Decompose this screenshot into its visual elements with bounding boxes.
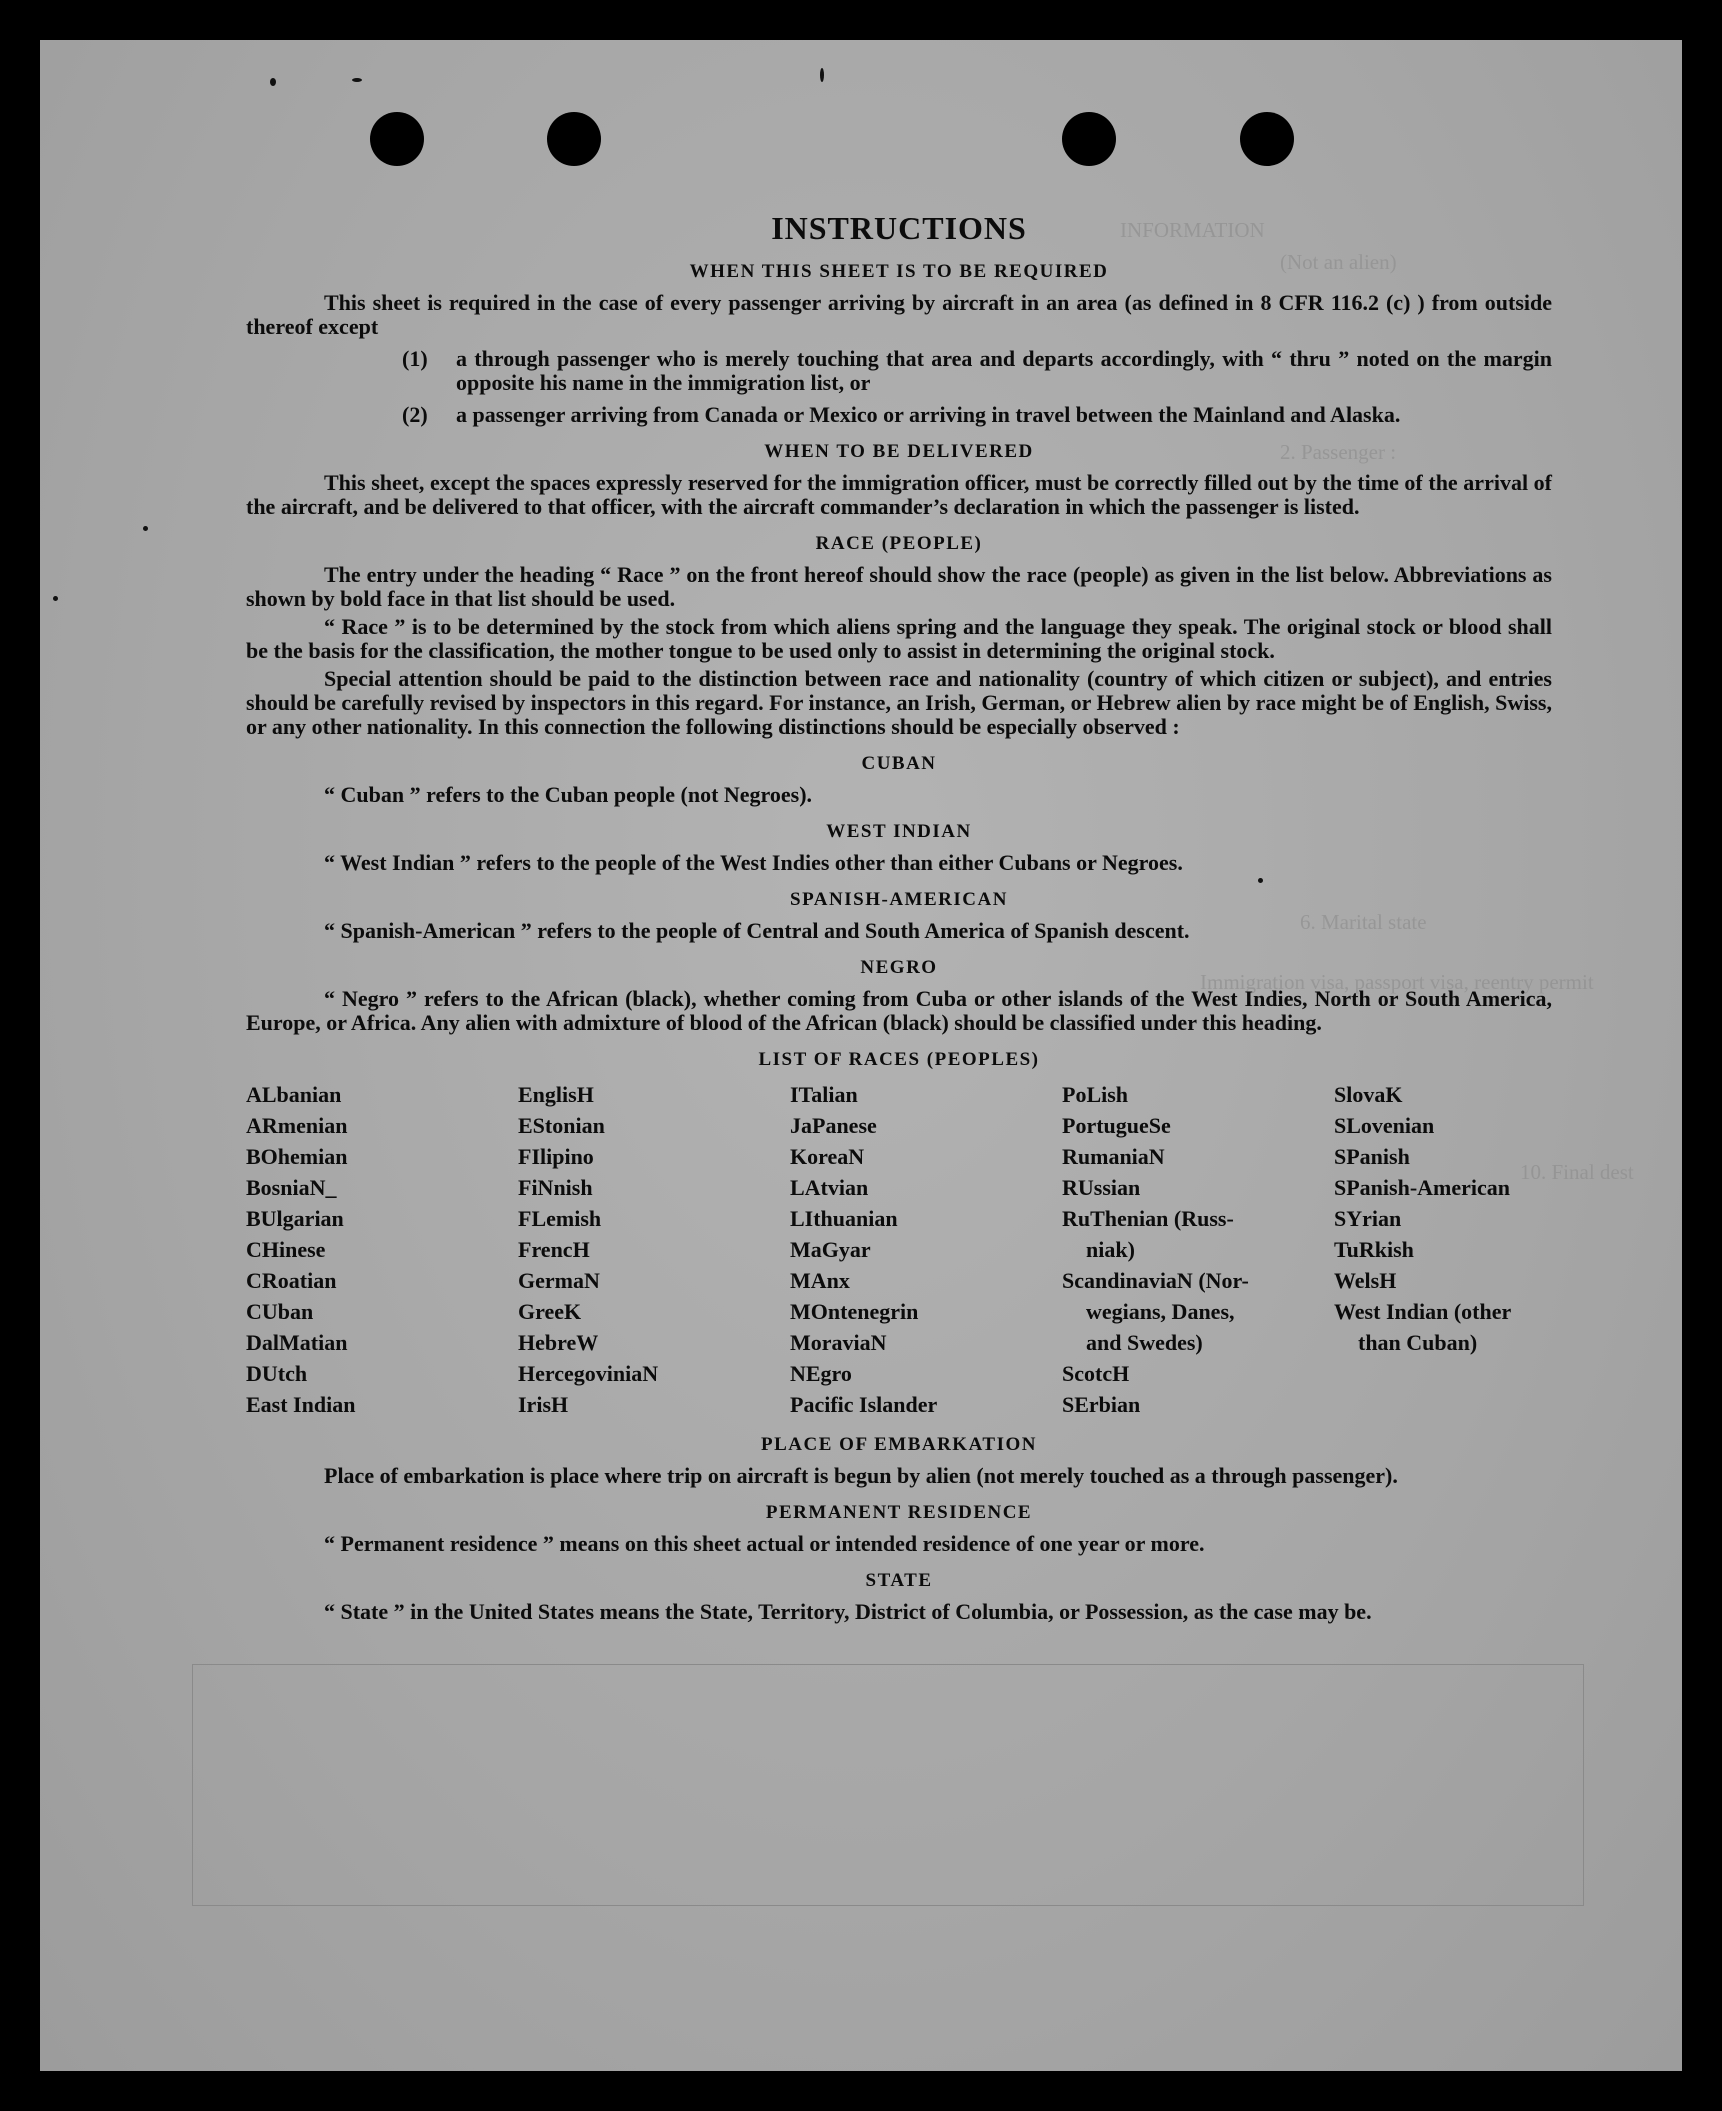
exception-item-1 (402, 347, 1552, 395)
race-entry: RumaniaN (1062, 1144, 1165, 1169)
punch-hole-2 (547, 112, 601, 166)
section-heading-state: STATE (865, 1570, 933, 1591)
punch-hole-4 (1240, 112, 1294, 166)
race-entry: Pacific Islander (790, 1392, 938, 1417)
section-heading-residence: PERMANENT RESIDENCE (765, 1502, 1033, 1523)
race-entry: ARmenian (246, 1113, 348, 1138)
race-column (790, 1079, 1062, 1420)
race-entry: SPanish-American (1334, 1175, 1510, 1200)
race-entry: MOntenegrin (790, 1299, 919, 1324)
bleed-through-text: (Not an alien) (1280, 250, 1397, 274)
race-entry: SYrian (1334, 1206, 1402, 1231)
section-heading-when-required: WHEN THIS SHEET IS TO BE REQUIRED (689, 261, 1109, 282)
race-entry: ScandinaviaN (Nor- (1062, 1268, 1249, 1293)
race-entry: SPanish (1334, 1144, 1410, 1169)
section-heading-cuban: CUBAN (861, 753, 937, 774)
race-entry: PoLish (1062, 1082, 1129, 1107)
race-entry: NEgro (790, 1361, 852, 1386)
race-column (246, 1079, 518, 1420)
race-entry: BUlgarian (246, 1206, 344, 1231)
race-entry: LIthuanian (790, 1206, 898, 1231)
race-entry: FiNnish (518, 1175, 593, 1200)
race-column (1334, 1079, 1552, 1420)
race-entry: TuRkish (1334, 1237, 1414, 1262)
instructions-content (246, 210, 1552, 1624)
ink-speck (820, 68, 824, 82)
exception-number: (1) (402, 346, 428, 371)
bleed-through-text: INFORMATION (1120, 218, 1265, 242)
section-heading-embarkation: PLACE OF EMBARKATION (761, 1434, 1037, 1455)
race-entry: East Indian (246, 1392, 356, 1417)
race-entry: EnglisH (518, 1082, 594, 1107)
race-entry: GreeK (518, 1299, 582, 1324)
race-entry: MoraviaN (790, 1330, 887, 1355)
race-entry: wegians, Danes, (1086, 1299, 1235, 1324)
bleed-through-text: Immigration visa, passport visa, reentry permit (1200, 970, 1594, 994)
race-entry: DalMatian (246, 1330, 348, 1355)
race-column (518, 1079, 790, 1420)
bleed-through-text: 2. Passenger : (1280, 440, 1397, 464)
race-entry: MAnx (790, 1268, 850, 1293)
bleed-through-text: 6. Marital state (1300, 910, 1427, 934)
race-entry: West Indian (other (1334, 1299, 1512, 1324)
faint-form-box (192, 1664, 1584, 1906)
race-entry: BOhemian (246, 1144, 348, 1169)
race-entry: PortugueSe (1062, 1113, 1171, 1138)
exception-item-2 (402, 403, 1552, 427)
race-entry: CUban (246, 1299, 314, 1324)
race-paragraph-1: The entry under the heading “ Race ” on the front hereof should show the race (people) as given in the list below. Abbreviations as shown by bold face in that list should be used. (246, 562, 1552, 611)
race-entry: CRoatian (246, 1268, 337, 1293)
race-entry: FIlipino (518, 1144, 594, 1169)
negro-text: “ Negro ” refers to the African (black), whether coming from Cuba or other islands of the West Indies, North or South America, Europe, or Africa. Any alien with admixture of blood of the African (black) should be classified under this heading. (246, 986, 1552, 1035)
exception-text: a through passenger who is merely touching that area and departs accordingly, with “ thru ” noted on the margin opposite his name in the immigration list, or (456, 346, 1552, 395)
race-column (1062, 1079, 1334, 1420)
race-entry: CHinese (246, 1237, 326, 1262)
race-entry: ITalian (790, 1082, 858, 1107)
page-title: INSTRUCTIONS (771, 210, 1027, 246)
race-entry: than Cuban) (1358, 1330, 1478, 1355)
race-entry: HercegoviniaN (518, 1361, 659, 1386)
race-entry: DUtch (246, 1361, 308, 1386)
race-entry: SErbian (1062, 1392, 1141, 1417)
section-heading-race: RACE (PEOPLE) (815, 533, 983, 554)
race-entry: FrencH (518, 1237, 590, 1262)
residence-text: “ Permanent residence ” means on this sheet actual or intended residence of one year or more. (324, 1531, 1205, 1556)
race-entry: JaPanese (790, 1113, 877, 1138)
embarkation-text: Place of embarkation is place where trip on aircraft is begun by alien (not merely touched as a through passenger). (324, 1463, 1398, 1488)
exception-text: a passenger arriving from Canada or Mexico or arriving in travel between the Mainland and Alaska. (456, 402, 1401, 427)
when-delivered-text: This sheet, except the spaces expressly reserved for the immigration officer, must be correctly filled out by the time of the arrival of the aircraft, and be delivered to that officer, with the aircraft commander’s declaration in which the passenger is listed. (246, 470, 1552, 519)
spanish-american-text: “ Spanish-American ” refers to the people of Central and South America of Spanish descent. (324, 918, 1190, 943)
ink-speck (143, 526, 148, 531)
race-entry: LAtvian (790, 1175, 869, 1200)
when-required-intro: This sheet is required in the case of every passenger arriving by aircraft in an area (as defined in 8 CFR 116.2 (c) ) from outside thereof except (246, 290, 1552, 339)
race-entry: MaGyar (790, 1237, 871, 1262)
ink-speck (270, 78, 276, 86)
race-entry: SlovaK (1334, 1082, 1403, 1107)
race-entry: WelsH (1334, 1268, 1397, 1293)
race-entry: RuThenian (Russ- (1062, 1206, 1234, 1231)
bleed-through-text: 10. Final dest (1520, 1160, 1634, 1184)
race-entry: HebreW (518, 1330, 599, 1355)
race-list-grid (246, 1079, 1552, 1420)
section-heading-negro: NEGRO (860, 957, 938, 978)
race-entry: IrisH (518, 1392, 569, 1417)
race-paragraph-3: Special attention should be paid to the distinction between race and nationality (country of which citizen or subject), and entries should be carefully revised by inspectors in this regard. For instance, an Irish, German, or Hebrew alien by race might be of English, Swiss, or any other nationality. In this connection the following distinctions should be especially observed : (246, 666, 1552, 739)
race-entry: FLemish (518, 1206, 602, 1231)
race-entry: KoreaN (790, 1144, 865, 1169)
state-text: “ State ” in the United States means the State, Territory, District of Columbia, or Possession, as the case may be. (324, 1599, 1372, 1624)
race-entry: GermaN (518, 1268, 600, 1293)
race-entry: SLovenian (1334, 1113, 1435, 1138)
race-paragraph-2: “ Race ” is to be determined by the stock from which aliens spring and the language they speak. The original stock or blood shall be the basis for the classification, the mother tongue to be used only to assist in determining the original stock. (246, 614, 1552, 663)
section-heading-list-of-races: LIST OF RACES (PEOPLES) (758, 1049, 1040, 1070)
ink-speck (53, 596, 58, 601)
ink-speck (352, 78, 362, 82)
race-entry: EStonian (518, 1113, 605, 1138)
race-entry: BosniaN_ (246, 1175, 337, 1200)
west-indian-text: “ West Indian ” refers to the people of the West Indies other than either Cubans or Negroes. (324, 850, 1183, 875)
section-heading-when-delivered: WHEN TO BE DELIVERED (764, 441, 1034, 462)
race-entry: niak) (1086, 1237, 1135, 1262)
exception-number: (2) (402, 402, 428, 427)
punch-hole-1 (370, 112, 424, 166)
section-heading-spanish-american: SPANISH-AMERICAN (790, 889, 1008, 910)
race-entry: ScotcH (1062, 1361, 1130, 1386)
punch-hole-3 (1062, 112, 1116, 166)
race-entry: RUssian (1062, 1175, 1141, 1200)
cuban-text: “ Cuban ” refers to the Cuban people (not Negroes). (324, 782, 813, 807)
race-entry: ALbanian (246, 1082, 342, 1107)
section-heading-west-indian: WEST INDIAN (826, 821, 972, 842)
document-page (40, 40, 1682, 2071)
race-entry: and Swedes) (1086, 1330, 1203, 1355)
